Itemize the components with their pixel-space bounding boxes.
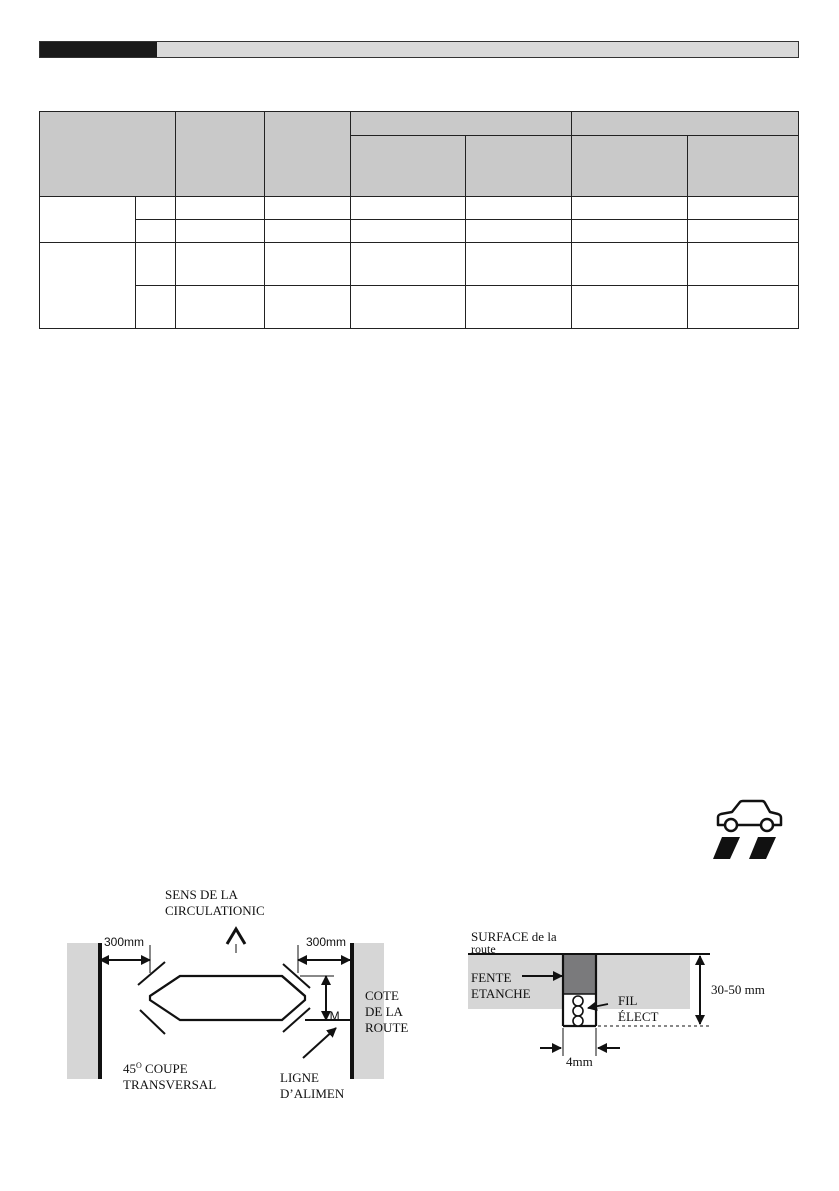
seal-label-line1: FENTE (471, 970, 512, 985)
wire-icon (573, 996, 583, 1006)
dim-right-label: 300mm (306, 935, 347, 949)
surface-label-line1: SURFACE de la (471, 929, 557, 944)
dim-left-label: 300mm (104, 935, 145, 949)
cut-label: $45^O$ COUPE (123, 1061, 188, 1076)
road-edge-left (67, 943, 99, 1079)
feed-line-label-line1: LIGNE (280, 1070, 319, 1085)
wire-icon (573, 1016, 583, 1026)
wire-icon (573, 1006, 583, 1016)
road-surface-right (596, 954, 690, 1009)
wire-label-line1: FIL (618, 993, 638, 1008)
road-side-line2: DE LA (365, 1004, 403, 1019)
seal-label-line2: ETANCHE (471, 986, 531, 1001)
direction-label-line1: SENS DE LA (165, 887, 238, 902)
road-side-line1: COTE (365, 988, 399, 1003)
dim-vertical-label: 1M (323, 1009, 340, 1023)
loop-layout-diagram (67, 887, 408, 1101)
road-side-line3: ROUTE (365, 1020, 409, 1035)
slot-cross-section-diagram (468, 929, 765, 1069)
cut-label-line2: TRANSVERSAL (123, 1077, 217, 1092)
wire-label-line2: ÉLECT (618, 1009, 659, 1024)
sealant-fill (564, 954, 595, 994)
direction-label-line2: CIRCULATIONIC (165, 903, 265, 918)
width-label: 4mm (566, 1054, 593, 1069)
loop-shape (150, 976, 305, 1020)
feed-line-label-line2: D’ALIMEN (280, 1086, 345, 1101)
surface-label-line2: route (471, 942, 496, 956)
direction-arrow-icon (227, 929, 245, 944)
depth-label: 30-50 mm (711, 982, 765, 997)
